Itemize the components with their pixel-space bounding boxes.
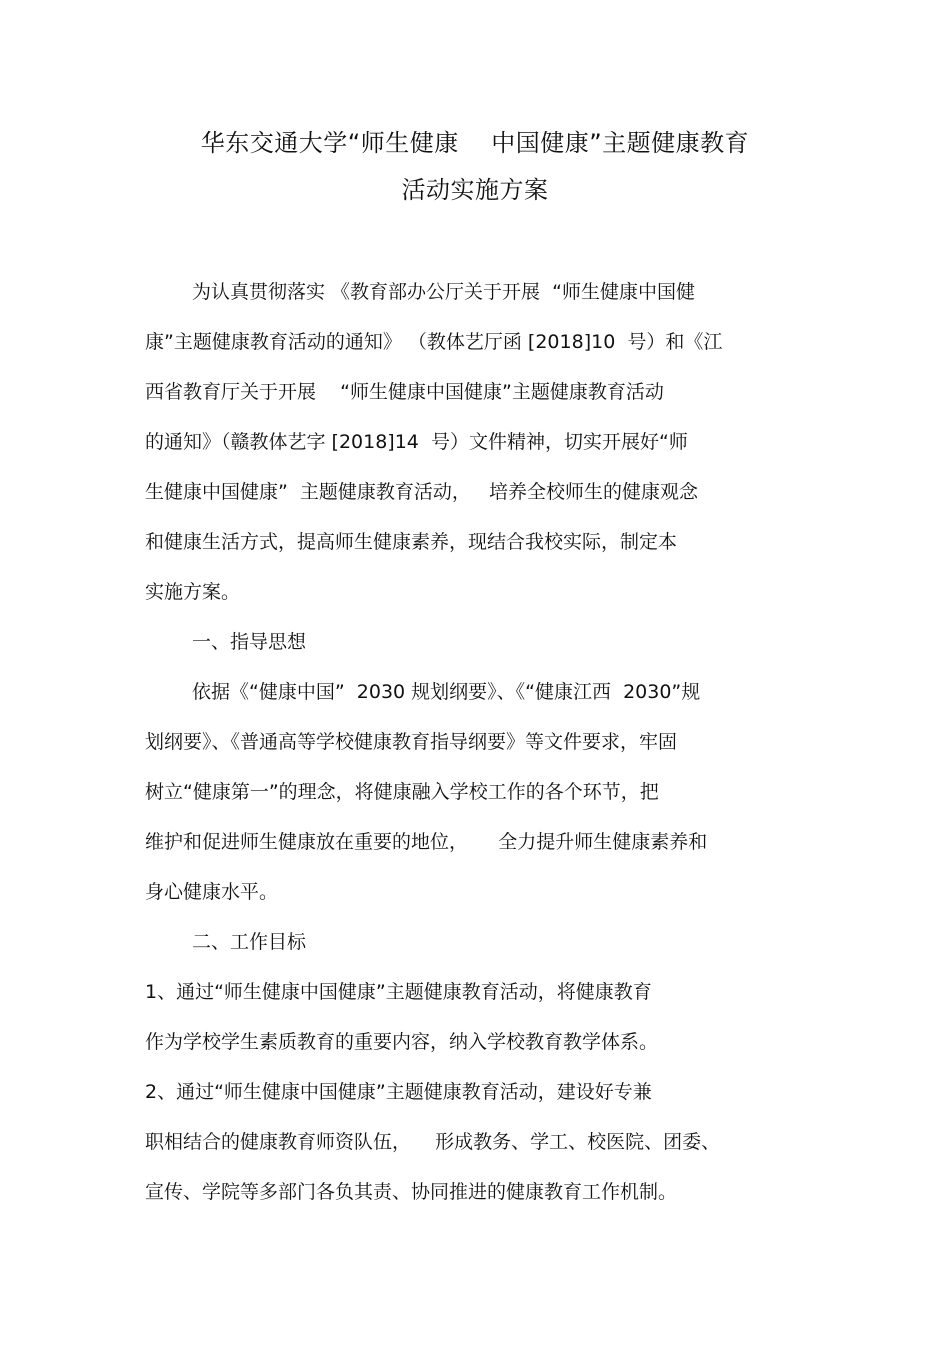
- paragraph-line: 的通知》（赣教体艺字 [2018]14 号）文件精神，切实开展好“师: [145, 431, 688, 453]
- paragraph-line: 作为学校学生素质教育的重要内容，纳入学校教育教学体系。: [145, 1031, 659, 1053]
- paragraph-line: 划纲要》、《普通高等学校健康教育指导纲要》等文件要求，牢固: [145, 731, 678, 753]
- paragraph-line: 身心健康水平。: [145, 881, 279, 903]
- paragraph-line: 职相结合的健康教育师资队伍， 形成教务、学工、校医院、团委、: [145, 1131, 721, 1153]
- paragraph-line: 树立“健康第一”的理念，将健康融入学校工作的各个环节，把: [145, 781, 659, 803]
- paragraph-line: 维护和促进师生健康放在重要的地位， 全力提升师生健康素养和: [145, 831, 708, 853]
- paragraph-line: 生健康中国健康” 主题健康教育活动， 培养全校师生的健康观念: [145, 481, 699, 503]
- paragraph-line: 宣传、学院等多部门各负其责、协同推进的健康教育工作机制。: [145, 1181, 678, 1203]
- paragraph-line: 康”主题健康教育活动的通知》 （教体艺厅函 [2018]10 号）和《江: [145, 331, 723, 353]
- section-heading-guiding-ideology: 一、指导思想: [192, 631, 307, 653]
- paragraph-line: 和健康生活方式，提高师生健康素养，现结合我校实际，制定本: [145, 531, 678, 553]
- paragraph-line: 依据《“健康中国” 2030 规划纲要》、《“健康江西 2030”规: [192, 681, 701, 703]
- document-title-line-2: 活动实施方案: [401, 176, 549, 204]
- paragraph-line: 实施方案。: [145, 581, 241, 603]
- paragraph-line: 为认真贯彻落实 《教育部办公厅关于开展 “师生健康中国健: [192, 281, 695, 303]
- document-title-line-1: 华东交通大学“师生健康 中国健康”主题健康教育: [200, 129, 750, 157]
- paragraph-line: 1、通过“师生健康中国健康”主题健康教育活动，将健康教育: [145, 981, 652, 1003]
- paragraph-line: 西省教育厅关于开展 “师生健康中国健康”主题健康教育活动: [145, 381, 664, 403]
- section-heading-work-goals: 二、工作目标: [192, 931, 307, 953]
- paragraph-line: 2、通过“师生健康中国健康”主题健康教育活动，建设好专兼: [145, 1081, 652, 1103]
